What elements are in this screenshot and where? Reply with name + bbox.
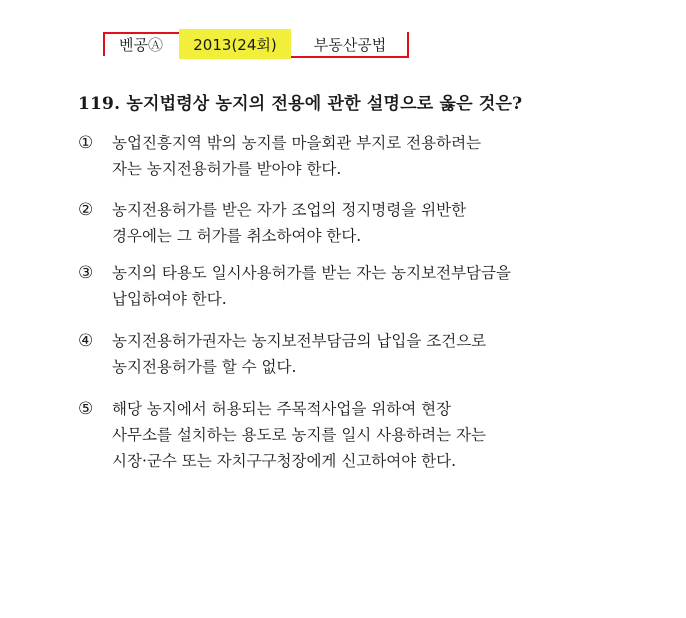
- answer-option-3[interactable]: [78, 260, 608, 312]
- option-number: ⑤: [78, 399, 94, 419]
- option-line: 납입하여야 한다.: [112, 290, 227, 308]
- option-line: 농지전용허가를 받은 자가 조업의 정지명령을 위반한: [112, 201, 467, 219]
- exam-year-label: 2013(24회): [179, 29, 291, 59]
- option-number: ④: [78, 331, 94, 351]
- option-text: [112, 328, 608, 380]
- option-line: 농업진흥지역 밖의 농지를 마을회관 부지로 전용하려는: [112, 134, 482, 152]
- option-number: ①: [78, 133, 94, 153]
- option-text: [112, 130, 608, 182]
- option-line: 사무소를 설치하는 용도로 농지를 일시 사용하려는 자는: [112, 426, 486, 444]
- answer-option-2[interactable]: [78, 197, 608, 249]
- exam-header-bar: [103, 29, 409, 59]
- answer-option-4[interactable]: [78, 328, 608, 380]
- exam-subject-label: 부동산공법: [291, 29, 409, 59]
- option-line: 경우에는 그 허가를 취소하여야 한다.: [112, 227, 362, 245]
- option-line: 자는 농지전용허가를 받아야 한다.: [112, 160, 342, 178]
- question-title: 119. 농지법령상 농지의 전용에 관한 설명으로 옳은 것은?: [78, 94, 523, 114]
- option-line: 해당 농지에서 허용되는 주목적사업을 위하여 현장: [112, 400, 452, 418]
- option-number: ②: [78, 200, 94, 220]
- option-text: [112, 260, 608, 312]
- option-line: 농지의 타용도 일시사용허가를 받는 자는 농지보전부담금을: [112, 264, 511, 282]
- option-line: 농지전용허가를 할 수 없다.: [112, 358, 297, 376]
- exam-source-label: 벤공Ⓐ: [103, 29, 179, 59]
- option-text: [112, 396, 608, 474]
- option-text: [112, 197, 608, 249]
- answer-option-5[interactable]: [78, 396, 608, 474]
- option-line: 시장·군수 또는 자치구구청장에게 신고하여야 한다.: [112, 452, 456, 470]
- answer-option-1[interactable]: [78, 130, 608, 182]
- option-number: ③: [78, 263, 94, 283]
- option-line: 농지전용허가권자는 농지보전부담금의 납입을 조건으로: [112, 332, 487, 350]
